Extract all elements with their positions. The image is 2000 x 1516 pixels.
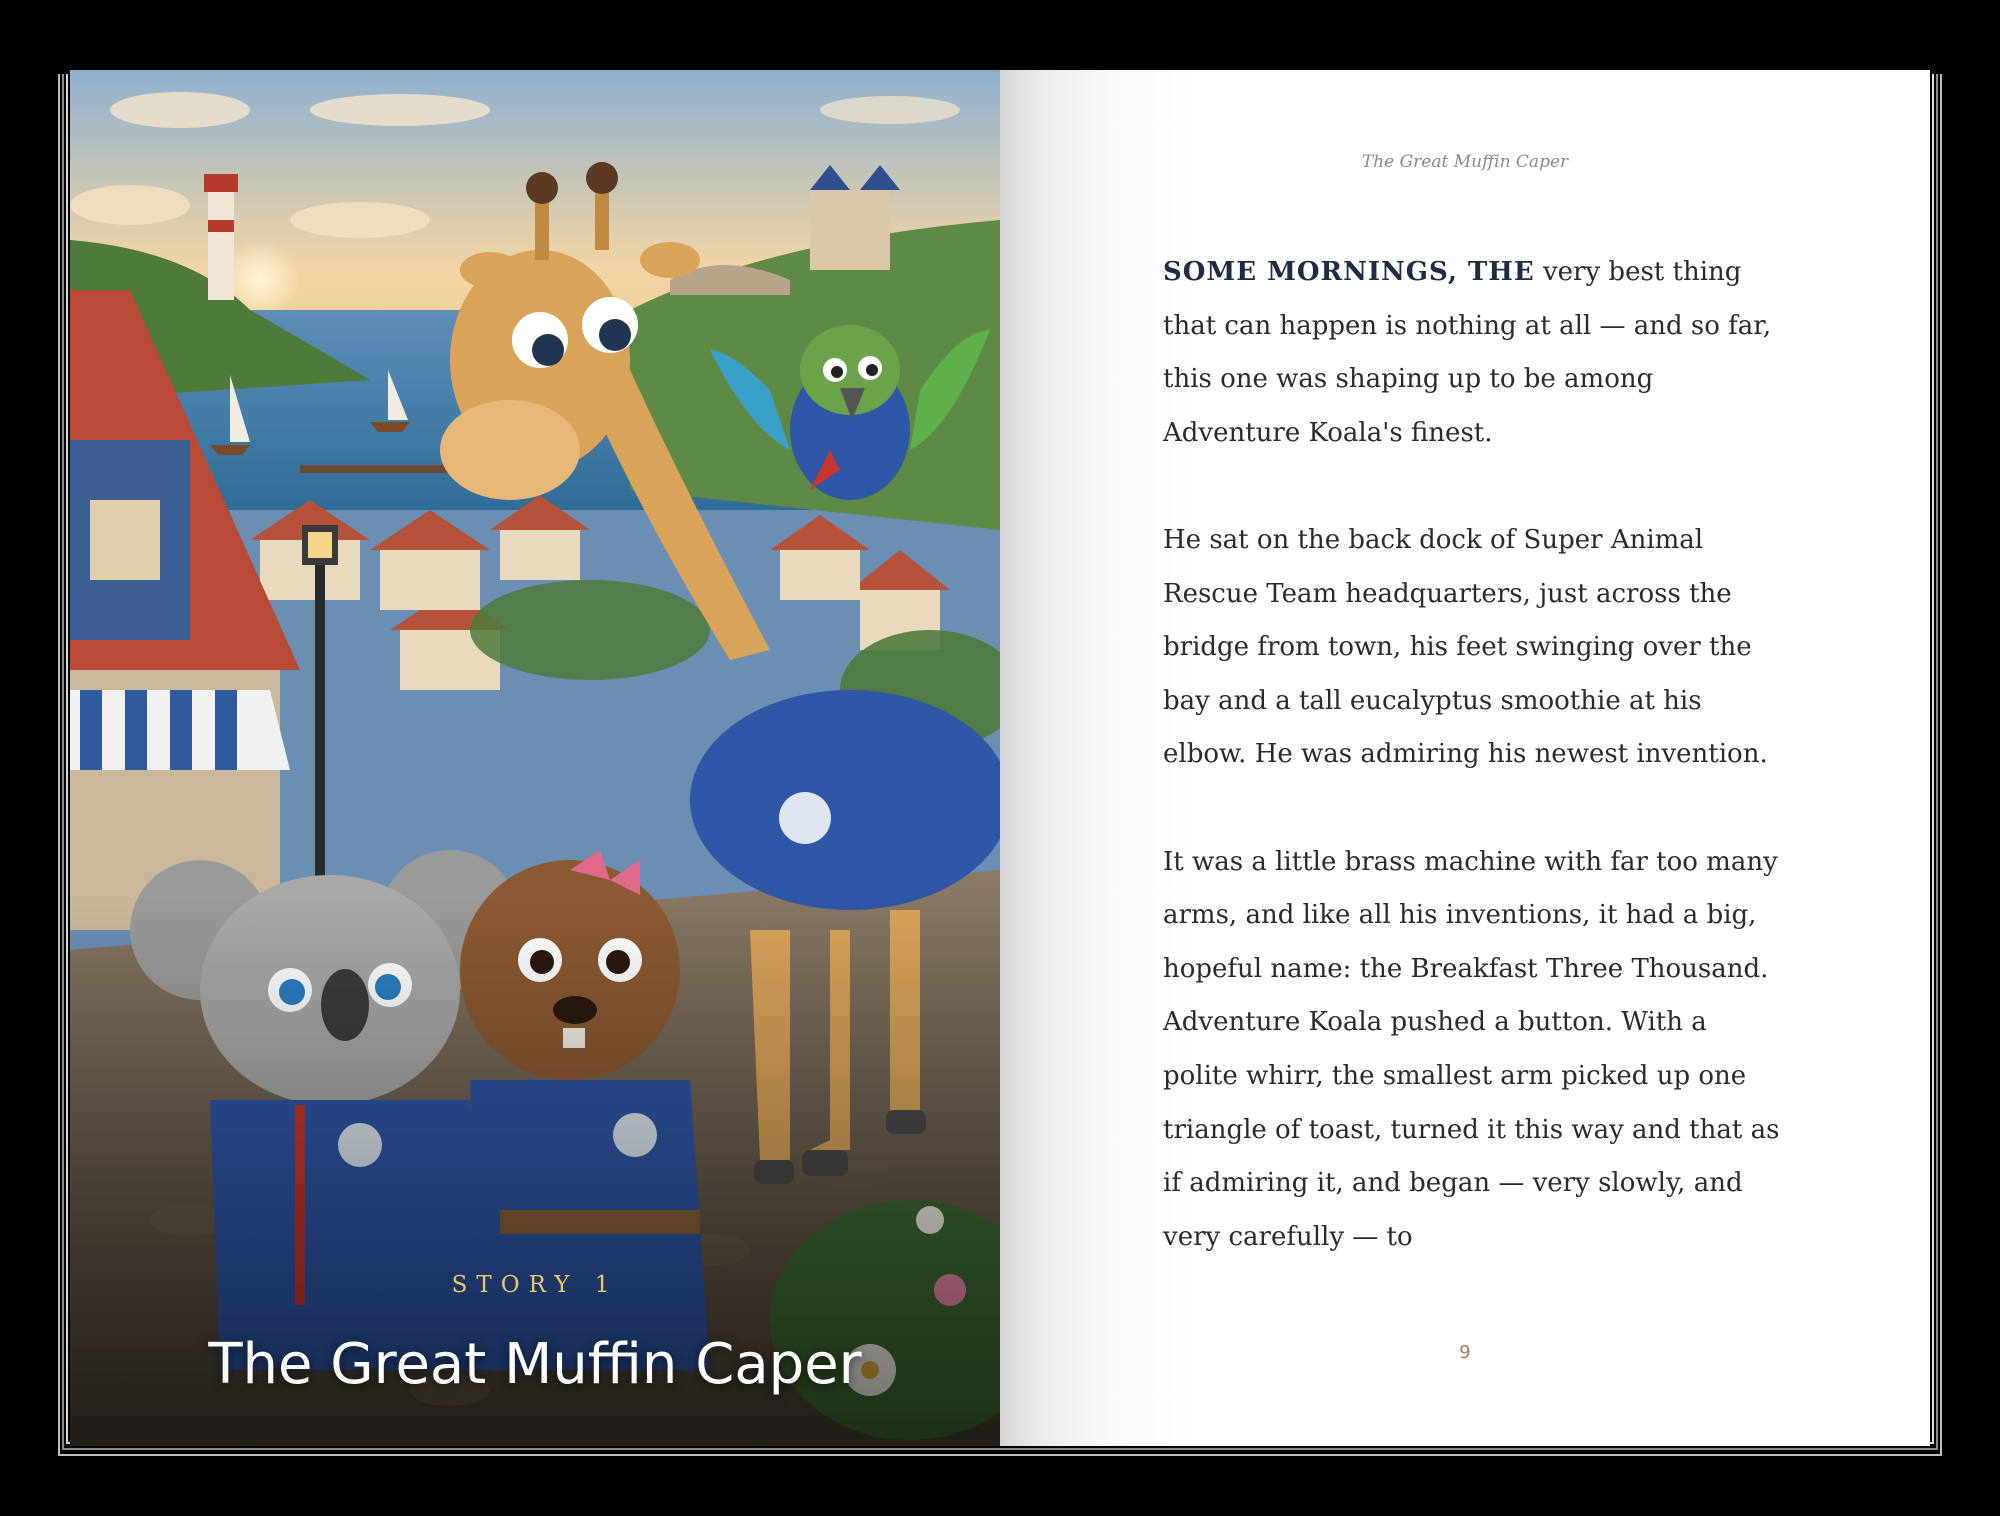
story-title: The Great Muffin Caper <box>208 1332 862 1397</box>
story-number-label: STORY 1 <box>451 1272 619 1298</box>
running-head: The Great Muffin Caper <box>1361 152 1569 172</box>
page-number: 9 <box>1459 1342 1471 1363</box>
paragraph-1 <box>1163 246 1783 460</box>
lead-in: SOME MORNINGS, THE <box>1163 257 1535 287</box>
open-book <box>70 70 1930 1446</box>
story-text <box>1163 246 1783 1318</box>
paragraph-text: very best thing that can happen is nothing at all — and so far, this one was shaping up to be among Adventure Koala's finest. <box>1163 257 1772 448</box>
storybook-illustration <box>70 70 1000 1446</box>
illustration-page[interactable] <box>70 70 1000 1446</box>
paragraph-2: He sat on the back dock of Super Animal Rescue Team headquarters, just across the bridge from town, his feet swinging over the bay and a tall eucalyptus smoothie at his elbow. He was admiring his newest invention. <box>1163 524 1768 770</box>
paragraph-3: It was a little brass machine with far too many arms, and like all his inventions, it had a big, hopeful name: the Breakfast Three Thousand. Adventure Koala pushed a button. With a polite whirr, the smallest arm picked up one triangle of toast, turned it this way and that as if admiring it, and began — very slowly, and very carefully — to <box>1163 846 1780 1252</box>
text-page[interactable] <box>1000 70 1930 1446</box>
